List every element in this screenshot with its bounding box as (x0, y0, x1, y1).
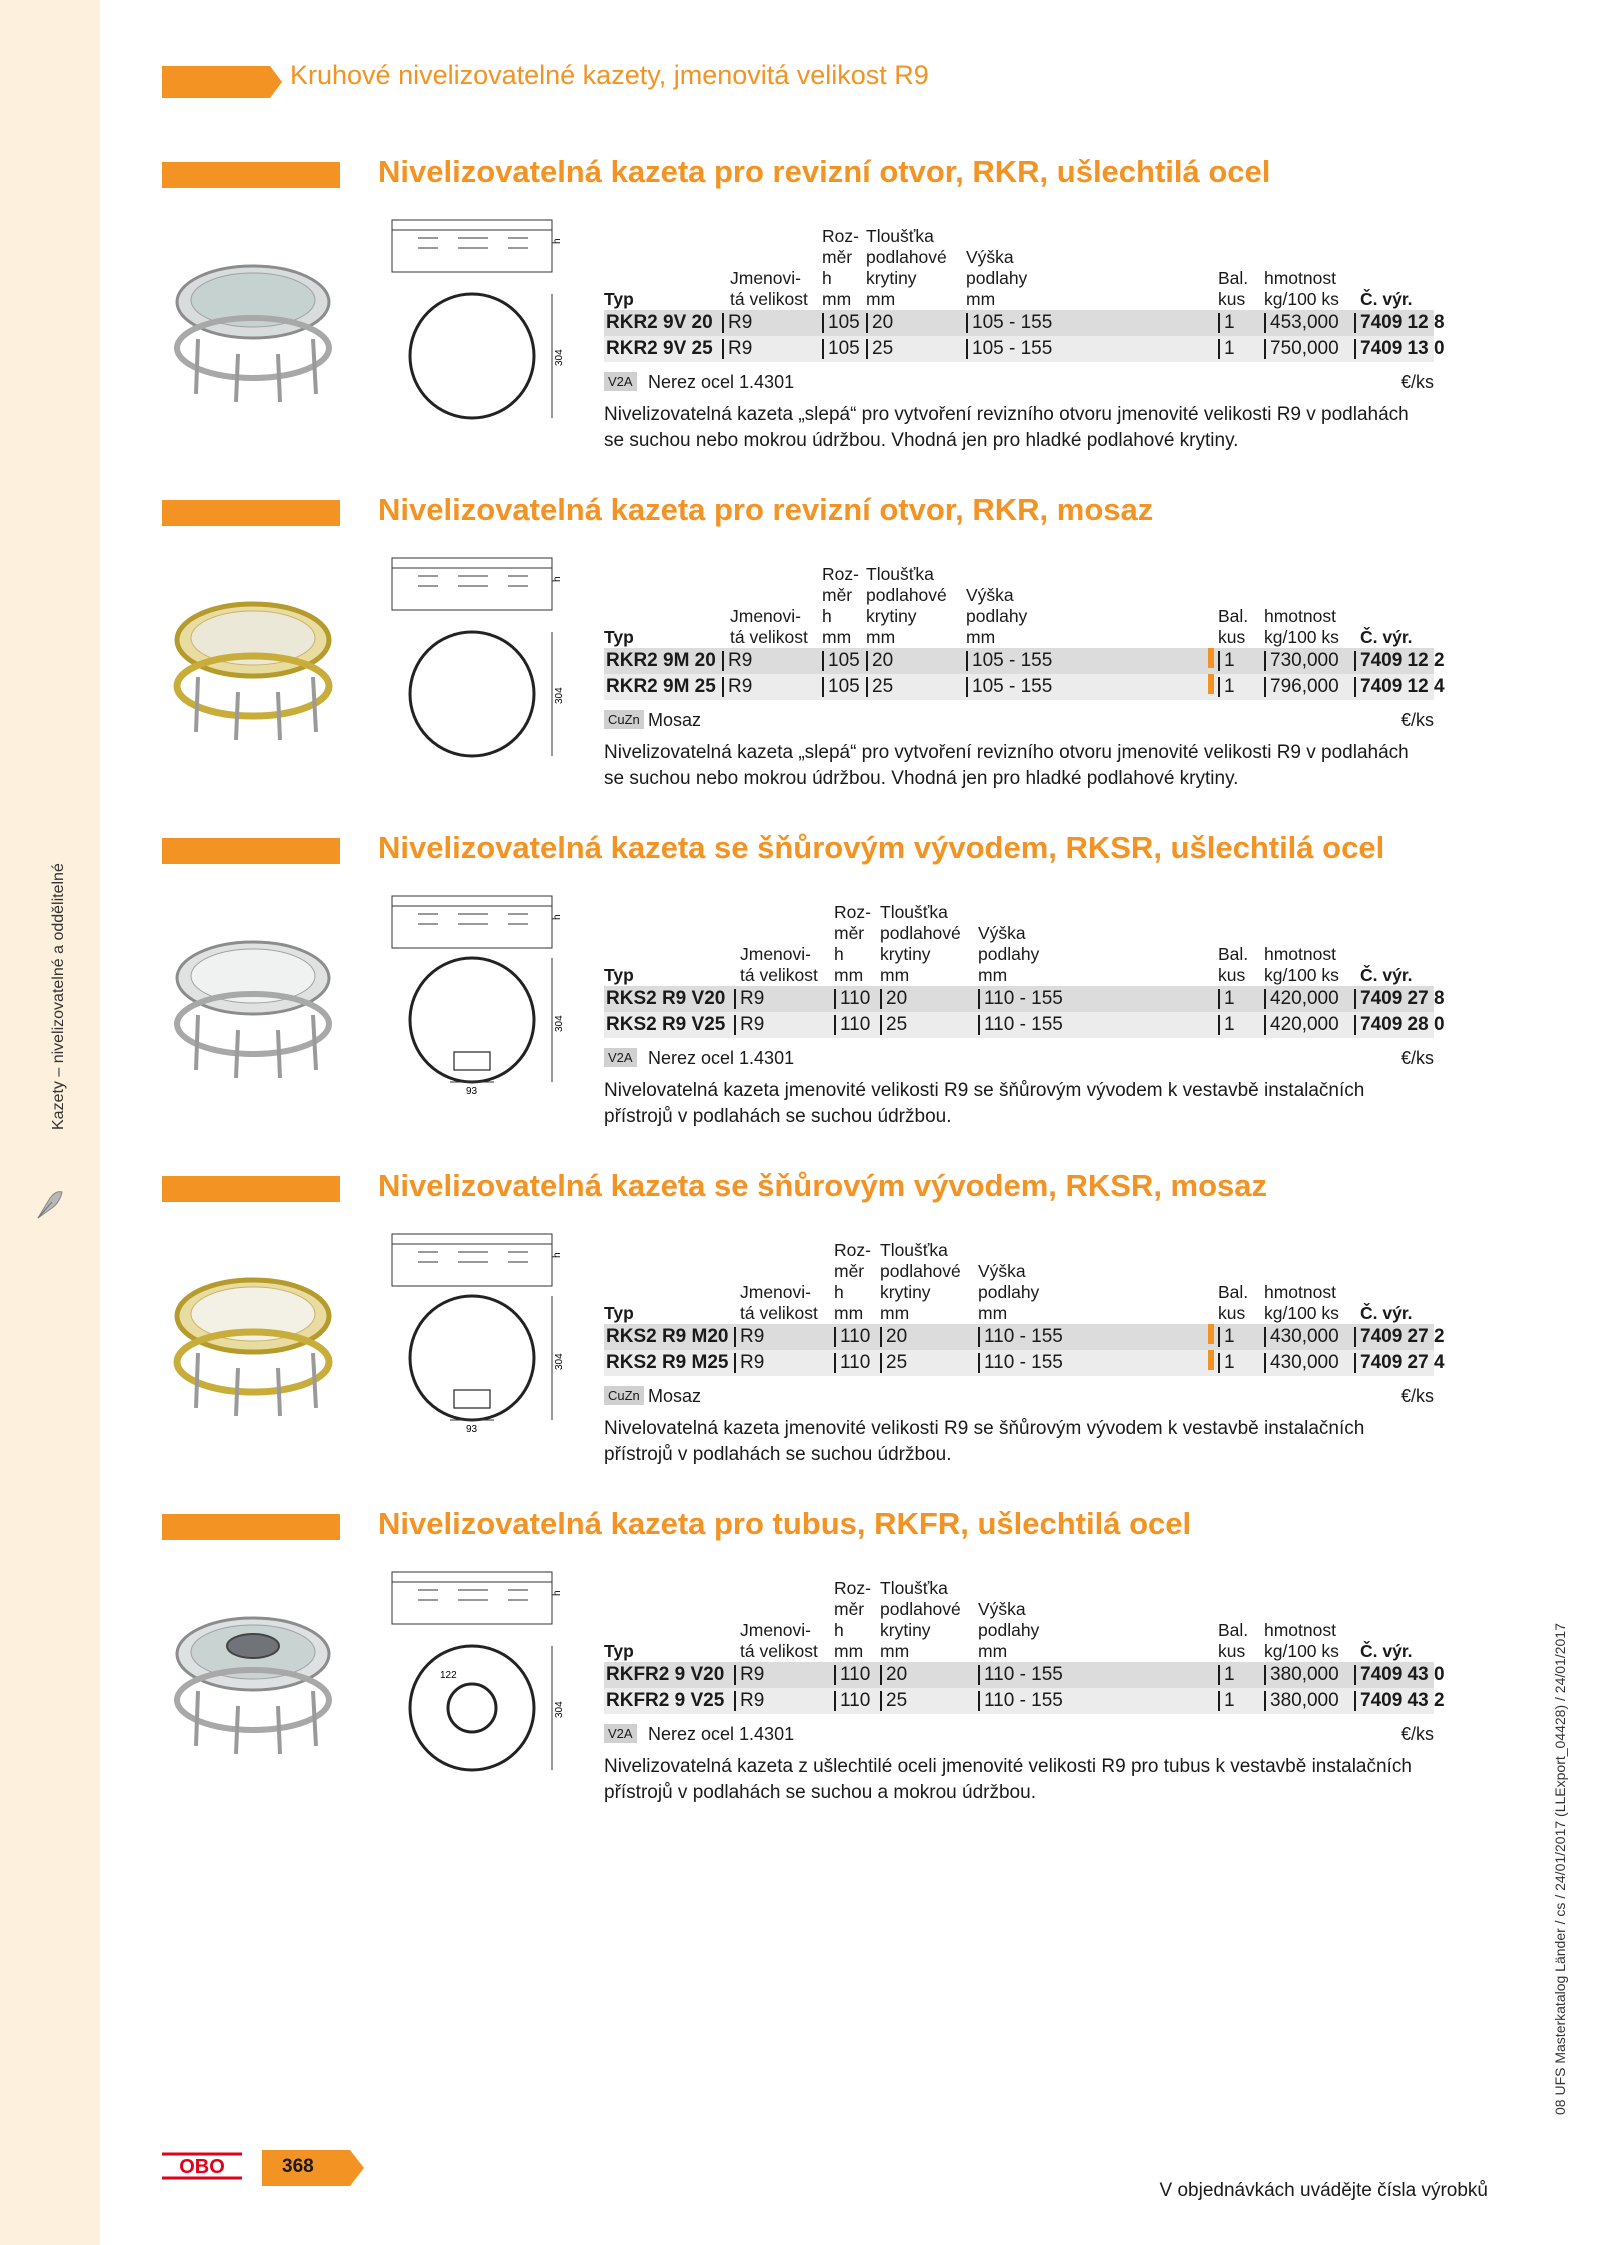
section-title: Nivelizovatelná kazeta pro revizní otvor, RKR, ušlechtilá ocel (378, 154, 1271, 189)
cell-hm: 380,000 (1264, 1665, 1339, 1685)
hdr-hm-1: hmotnost (1264, 1282, 1336, 1302)
cell-bal: 1 (1218, 339, 1235, 359)
cell-hm: 420,000 (1264, 989, 1339, 1009)
hdr-hm-2: kg/100 ks (1264, 1303, 1339, 1323)
cell-hm: 430,000 (1264, 1327, 1339, 1347)
product-image (168, 1596, 338, 1756)
cell-vy: 110 - 155 (978, 1015, 1063, 1035)
cell-type: RKR2 9M 25 (606, 676, 716, 697)
cell-type: RKR2 9V 25 (606, 338, 713, 359)
cell-vy: 105 - 155 (966, 339, 1052, 359)
hdr-jmen-2: tá velikost (730, 289, 808, 309)
hdr-vy-2: podlahy (966, 268, 1028, 288)
description: Nivelizovatelná kazeta „slepá“ pro vytvoření revizního otvoru jmenovité velikosti R9 v podlahách se suchou nebo mokrou údržbou. Vhodná jen pro hladké podlahové krytiny. (604, 404, 1409, 451)
dim-inner: 122 (440, 1670, 457, 1681)
cell-tl: 25 (880, 1015, 907, 1035)
hdr-roz-4: mm (834, 1641, 864, 1661)
page-number: 368 (282, 2156, 314, 2177)
cell-size: R9 (722, 651, 752, 671)
cell-vy: 110 - 155 (978, 1353, 1063, 1373)
hdr-hm-1: hmotnost (1264, 606, 1336, 626)
table-row (604, 648, 1445, 674)
product-table (604, 1230, 1445, 1468)
table-row (604, 1324, 1445, 1350)
hdr-jmen-2: tá velikost (730, 627, 808, 647)
orange-marker (1208, 1324, 1214, 1344)
material-badge: CuZn (604, 1386, 644, 1405)
section-title: Nivelizovatelná kazeta pro tubus, RKFR, ušlechtilá ocel (378, 1506, 1192, 1541)
technical-drawing (388, 1568, 568, 1788)
material-badge: V2A (604, 1724, 637, 1743)
hdr-tl-1: Tloušťka (866, 564, 934, 584)
cell-vy: 110 - 155 (978, 1327, 1063, 1347)
product-image (168, 244, 338, 404)
cell-cv: 7409 43 0 (1354, 1665, 1445, 1685)
hdr-bal-2: kus (1218, 289, 1246, 309)
cell-vy: 110 - 155 (978, 1665, 1063, 1685)
hdr-bal-1: Bal. (1218, 606, 1249, 626)
table-header (604, 1230, 1434, 1324)
hdr-hm-2: kg/100 ks (1264, 1641, 1339, 1661)
hdr-roz-2: měr (822, 247, 853, 267)
table-row (604, 1350, 1445, 1376)
hdr-tl-4: mm (866, 627, 896, 647)
table-row (604, 674, 1445, 700)
cell-size: R9 (722, 339, 752, 359)
dim-w: 93 (466, 1086, 478, 1097)
hdr-tl-2: podlahové (866, 247, 947, 267)
technical-drawing (388, 216, 568, 436)
hdr-vy-3: mm (966, 289, 996, 309)
cell-cv: 7409 27 8 (1354, 989, 1445, 1009)
section-bar (162, 1176, 340, 1202)
hdr-typ: Typ (604, 627, 634, 647)
cell-h: 110 (834, 989, 870, 1009)
hdr-tl-3: krytiny (880, 1620, 931, 1640)
material-text: Mosaz (648, 1386, 702, 1406)
description: Nivelovatelná kazeta jmenovité velikosti R9 se šňůrovým vývodem k vestavbě instalačních přístrojů v podlahách se suchou údržbou. (604, 1080, 1365, 1127)
section-title: Nivelizovatelná kazeta se šňůrovým vývodem, RKSR, mosaz (378, 1168, 1268, 1203)
hdr-roz-1: Roz- (822, 564, 859, 584)
dim-w: 93 (466, 1424, 478, 1435)
footer-note: V objednávkách uvádějte čísla výrobků (1159, 2180, 1488, 2201)
hdr-jmen-2: tá velikost (740, 1641, 818, 1661)
unit-text: €/ks (1400, 710, 1434, 730)
material-badge: V2A (604, 372, 637, 391)
cell-cv: 7409 12 2 (1354, 651, 1445, 671)
material-line (604, 368, 1434, 398)
hdr-bal-2: kus (1218, 1303, 1246, 1323)
hdr-roz-4: mm (834, 965, 864, 985)
hdr-tl-1: Tloušťka (880, 902, 948, 922)
cell-vy: 105 - 155 (966, 677, 1052, 697)
description: Nivelovatelná kazeta jmenovité velikosti R9 se šňůrovým vývodem k vestavbě instalačních přístrojů v podlahách se suchou údržbou. (604, 1418, 1365, 1465)
hdr-bal-1: Bal. (1218, 1282, 1249, 1302)
hdr-vy-3: mm (978, 1641, 1008, 1661)
cell-bal: 1 (1218, 313, 1235, 333)
hdr-bal-1: Bal. (1218, 268, 1249, 288)
hdr-roz-1: Roz- (834, 902, 871, 922)
cell-cv: 7409 27 4 (1354, 1353, 1445, 1373)
hdr-tl-1: Tloušťka (880, 1240, 948, 1260)
cell-bal: 1 (1218, 1691, 1235, 1711)
cell-hm: 730,000 (1264, 651, 1339, 671)
description: Nivelizovatelná kazeta z ušlechtilé oceli jmenovité velikosti R9 pro tubus k vestavbě instalačních přístrojů v podlahách se suchou a mokrou údržbou. (604, 1756, 1412, 1803)
hdr-roz-3: h (834, 944, 844, 964)
cell-cv: 7409 12 8 (1354, 313, 1445, 333)
cell-type: RKFR2 9 V25 (606, 1690, 725, 1711)
product-image (168, 1258, 338, 1418)
hdr-tl-2: podlahové (866, 585, 947, 605)
section-bar (162, 162, 340, 188)
cell-tl: 20 (880, 989, 907, 1009)
hdr-tl-4: mm (880, 965, 910, 985)
cell-tl: 25 (880, 1691, 907, 1711)
hdr-tl-2: podlahové (880, 1599, 961, 1619)
dim-d: 304 (554, 1701, 565, 1718)
cell-h: 105 (822, 651, 860, 671)
hdr-tl-2: podlahové (880, 1261, 961, 1281)
hdr-tl-3: krytiny (866, 268, 917, 288)
technical-drawing (388, 1230, 568, 1450)
dim-d: 304 (554, 1015, 565, 1032)
hdr-vy-3: mm (966, 627, 996, 647)
cell-bal: 1 (1218, 677, 1235, 697)
hdr-hm-1: hmotnost (1264, 268, 1336, 288)
hdr-tl-3: krytiny (880, 1282, 931, 1302)
cell-tl: 25 (866, 339, 893, 359)
print-info: 08 UFS Masterkatalog Länder / cs / 24/01/2017 (LLExport_04428) / 24/01/2017 (1552, 1623, 1568, 2115)
cell-type: RKS2 R9 V20 (606, 988, 726, 1009)
hdr-roz-2: měr (834, 1261, 865, 1281)
material-text: Nerez ocel 1.4301 (648, 372, 795, 392)
hdr-typ: Typ (604, 965, 634, 985)
cell-h: 110 (834, 1015, 870, 1035)
dim-d: 304 (554, 687, 565, 704)
hdr-cv: Č. výr. (1360, 289, 1413, 309)
cell-size: R9 (722, 313, 752, 333)
technical-drawing (388, 554, 568, 774)
cell-h: 105 (822, 339, 860, 359)
cell-hm: 420,000 (1264, 1015, 1339, 1035)
hdr-vy-2: podlahy (978, 1620, 1040, 1640)
hdr-vy-1: Výška (966, 585, 1014, 605)
dim-h: h (552, 914, 563, 920)
cell-tl: 20 (866, 651, 893, 671)
hdr-tl-3: krytiny (866, 606, 917, 626)
product-section (0, 1168, 1600, 1504)
cell-tl: 20 (880, 1665, 907, 1685)
material-line (604, 1044, 1434, 1074)
hdr-jmen-1: Jmenovi- (740, 944, 811, 964)
hdr-tl-4: mm (880, 1641, 910, 1661)
cell-type: RKR2 9V 20 (606, 312, 713, 333)
cell-hm: 430,000 (1264, 1353, 1339, 1373)
hdr-bal-1: Bal. (1218, 944, 1249, 964)
material-badge: CuZn (604, 710, 644, 729)
hdr-cv: Č. výr. (1360, 1303, 1413, 1323)
cell-size: R9 (734, 1327, 764, 1347)
hdr-vy-1: Výška (978, 1261, 1026, 1281)
cell-hm: 750,000 (1264, 339, 1339, 359)
hdr-roz-2: měr (834, 923, 865, 943)
hdr-bal-1: Bal. (1218, 1620, 1249, 1640)
material-line (604, 706, 1434, 736)
table-header (604, 892, 1434, 986)
cell-h: 110 (834, 1327, 870, 1347)
hdr-roz-2: měr (822, 585, 853, 605)
dim-h: h (552, 1590, 563, 1596)
dim-h: h (552, 238, 563, 244)
dim-h: h (552, 1252, 563, 1258)
hdr-typ: Typ (604, 1641, 634, 1661)
unit-text: €/ks (1400, 1386, 1434, 1406)
cell-hm: 453,000 (1264, 313, 1339, 333)
cell-tl: 20 (866, 313, 893, 333)
cell-type: RKS2 R9 M20 (606, 1326, 729, 1347)
hdr-jmen-1: Jmenovi- (730, 606, 801, 626)
unit-text: €/ks (1400, 372, 1434, 392)
material-badge: V2A (604, 1048, 637, 1067)
side-label: Kazety – nivelizovatelné a oddělitelné (50, 863, 67, 1130)
hdr-roz-3: h (834, 1620, 844, 1640)
cell-tl: 20 (880, 1327, 907, 1347)
hdr-tl-4: mm (880, 1303, 910, 1323)
hdr-tl-1: Tloušťka (866, 226, 934, 246)
technical-drawing (388, 892, 568, 1112)
material-line (604, 1382, 1434, 1412)
hdr-cv: Č. výr. (1360, 965, 1413, 985)
product-image (168, 920, 338, 1080)
hdr-vy-2: podlahy (978, 1282, 1040, 1302)
material-text: Nerez ocel 1.4301 (648, 1048, 795, 1068)
cell-vy: 110 - 155 (978, 1691, 1063, 1711)
cell-size: R9 (734, 1015, 764, 1035)
section-bar (162, 500, 340, 526)
hdr-jmen-1: Jmenovi- (740, 1620, 811, 1640)
product-section (0, 154, 1600, 490)
hdr-jmen-1: Jmenovi- (730, 268, 801, 288)
section-bar (162, 1514, 340, 1540)
hdr-roz-1: Roz- (822, 226, 859, 246)
hdr-roz-3: h (822, 606, 832, 626)
orange-marker (1208, 1350, 1214, 1370)
hdr-roz-3: h (822, 268, 832, 288)
cell-cv: 7409 13 0 (1354, 339, 1445, 359)
hdr-bal-2: kus (1218, 627, 1246, 647)
cell-hm: 380,000 (1264, 1691, 1339, 1711)
hdr-tl-1: Tloušťka (880, 1578, 948, 1598)
cell-size: R9 (734, 989, 764, 1009)
cell-h: 105 (822, 313, 860, 333)
table-row (604, 1688, 1445, 1714)
product-table (604, 892, 1445, 1130)
product-image (168, 582, 338, 742)
hdr-cv: Č. výr. (1360, 627, 1413, 647)
cell-hm: 796,000 (1264, 677, 1339, 697)
cell-cv: 7409 43 2 (1354, 1691, 1445, 1711)
hdr-vy-3: mm (978, 1303, 1008, 1323)
table-row (604, 986, 1445, 1012)
hdr-hm-2: kg/100 ks (1264, 965, 1339, 985)
cell-type: RKS2 R9 M25 (606, 1352, 729, 1373)
hdr-roz-4: mm (822, 289, 852, 309)
unit-text: €/ks (1400, 1724, 1434, 1744)
cell-vy: 110 - 155 (978, 989, 1063, 1009)
dim-h: h (552, 576, 563, 582)
table-row (604, 310, 1445, 336)
cell-bal: 1 (1218, 989, 1235, 1009)
hdr-typ: Typ (604, 289, 634, 309)
hdr-jmen-1: Jmenovi- (740, 1282, 811, 1302)
table-header (604, 1568, 1434, 1662)
dim-d: 304 (554, 1353, 565, 1370)
description: Nivelizovatelná kazeta „slepá“ pro vytvoření revizního otvoru jmenovité velikosti R9 v podlahách se suchou nebo mokrou údržbou. Vhodná jen pro hladké podlahové krytiny. (604, 742, 1409, 789)
material-line (604, 1720, 1434, 1750)
hdr-tl-4: mm (866, 289, 896, 309)
hdr-hm-2: kg/100 ks (1264, 289, 1339, 309)
header-tab (162, 66, 270, 98)
section-title: Nivelizovatelná kazeta pro revizní otvor, RKR, mosaz (378, 492, 1154, 527)
section-title: Nivelizovatelná kazeta se šňůrovým vývodem, RKSR, ušlechtilá ocel (378, 830, 1385, 865)
product-table (604, 1568, 1445, 1806)
cell-cv: 7409 27 2 (1354, 1327, 1445, 1347)
product-section (0, 1506, 1600, 1842)
hdr-vy-3: mm (978, 965, 1008, 985)
hdr-roz-4: mm (822, 627, 852, 647)
hdr-roz-2: měr (834, 1599, 865, 1619)
hdr-typ: Typ (604, 1303, 634, 1323)
cell-h: 110 (834, 1353, 870, 1373)
hdr-vy-1: Výška (978, 1599, 1026, 1619)
cell-type: RKFR2 9 V20 (606, 1664, 725, 1685)
hdr-roz-1: Roz- (834, 1240, 871, 1260)
cell-bal: 1 (1218, 1353, 1235, 1373)
hdr-bal-2: kus (1218, 965, 1246, 985)
cell-bal: 1 (1218, 1015, 1235, 1035)
hdr-hm-1: hmotnost (1264, 1620, 1336, 1640)
cell-bal: 1 (1218, 1665, 1235, 1685)
unit-text: €/ks (1400, 1048, 1434, 1068)
material-text: Mosaz (648, 710, 702, 730)
product-table (604, 216, 1445, 454)
cell-type: RKS2 R9 V25 (606, 1014, 726, 1035)
logo-text: OBO (179, 2156, 225, 2178)
table-row (604, 1012, 1445, 1038)
table-header (604, 216, 1434, 310)
cell-cv: 7409 12 4 (1354, 677, 1445, 697)
cell-tl: 25 (866, 677, 893, 697)
orange-marker (1208, 648, 1214, 668)
hdr-vy-2: podlahy (978, 944, 1040, 964)
cell-size: R9 (734, 1665, 764, 1685)
cell-size: R9 (722, 677, 752, 697)
hdr-tl-3: krytiny (880, 944, 931, 964)
cell-h: 105 (822, 677, 860, 697)
cell-vy: 105 - 155 (966, 313, 1052, 333)
hdr-bal-2: kus (1218, 1641, 1246, 1661)
table-header (604, 554, 1434, 648)
product-section (0, 492, 1600, 828)
cell-h: 110 (834, 1665, 870, 1685)
hdr-jmen-2: tá velikost (740, 965, 818, 985)
cell-size: R9 (734, 1353, 764, 1373)
cell-vy: 105 - 155 (966, 651, 1052, 671)
cell-cv: 7409 28 0 (1354, 1015, 1445, 1035)
cell-h: 110 (834, 1691, 870, 1711)
material-text: Nerez ocel 1.4301 (648, 1724, 795, 1744)
hdr-tl-2: podlahové (880, 923, 961, 943)
cell-tl: 25 (880, 1353, 907, 1373)
hdr-hm-2: kg/100 ks (1264, 627, 1339, 647)
hdr-jmen-2: tá velikost (740, 1303, 818, 1323)
product-table (604, 554, 1445, 792)
section-bar (162, 838, 340, 864)
hdr-roz-1: Roz- (834, 1578, 871, 1598)
hdr-cv: Č. výr. (1360, 1641, 1413, 1661)
obo-logo (162, 2152, 242, 2180)
hdr-vy-2: podlahy (966, 606, 1028, 626)
table-row (604, 336, 1445, 362)
cell-bal: 1 (1218, 651, 1235, 671)
table-row (604, 1662, 1445, 1688)
product-section (0, 830, 1600, 1166)
hdr-vy-1: Výška (978, 923, 1026, 943)
hdr-roz-4: mm (834, 1303, 864, 1323)
dim-d: 304 (554, 349, 565, 366)
hdr-vy-1: Výška (966, 247, 1014, 267)
cell-type: RKR2 9M 20 (606, 650, 716, 671)
orange-marker (1208, 674, 1214, 694)
hdr-hm-1: hmotnost (1264, 944, 1336, 964)
page-title: Kruhové nivelizovatelné kazety, jmenovitá velikost R9 (290, 60, 929, 90)
cell-bal: 1 (1218, 1327, 1235, 1347)
cell-size: R9 (734, 1691, 764, 1711)
hdr-roz-3: h (834, 1282, 844, 1302)
